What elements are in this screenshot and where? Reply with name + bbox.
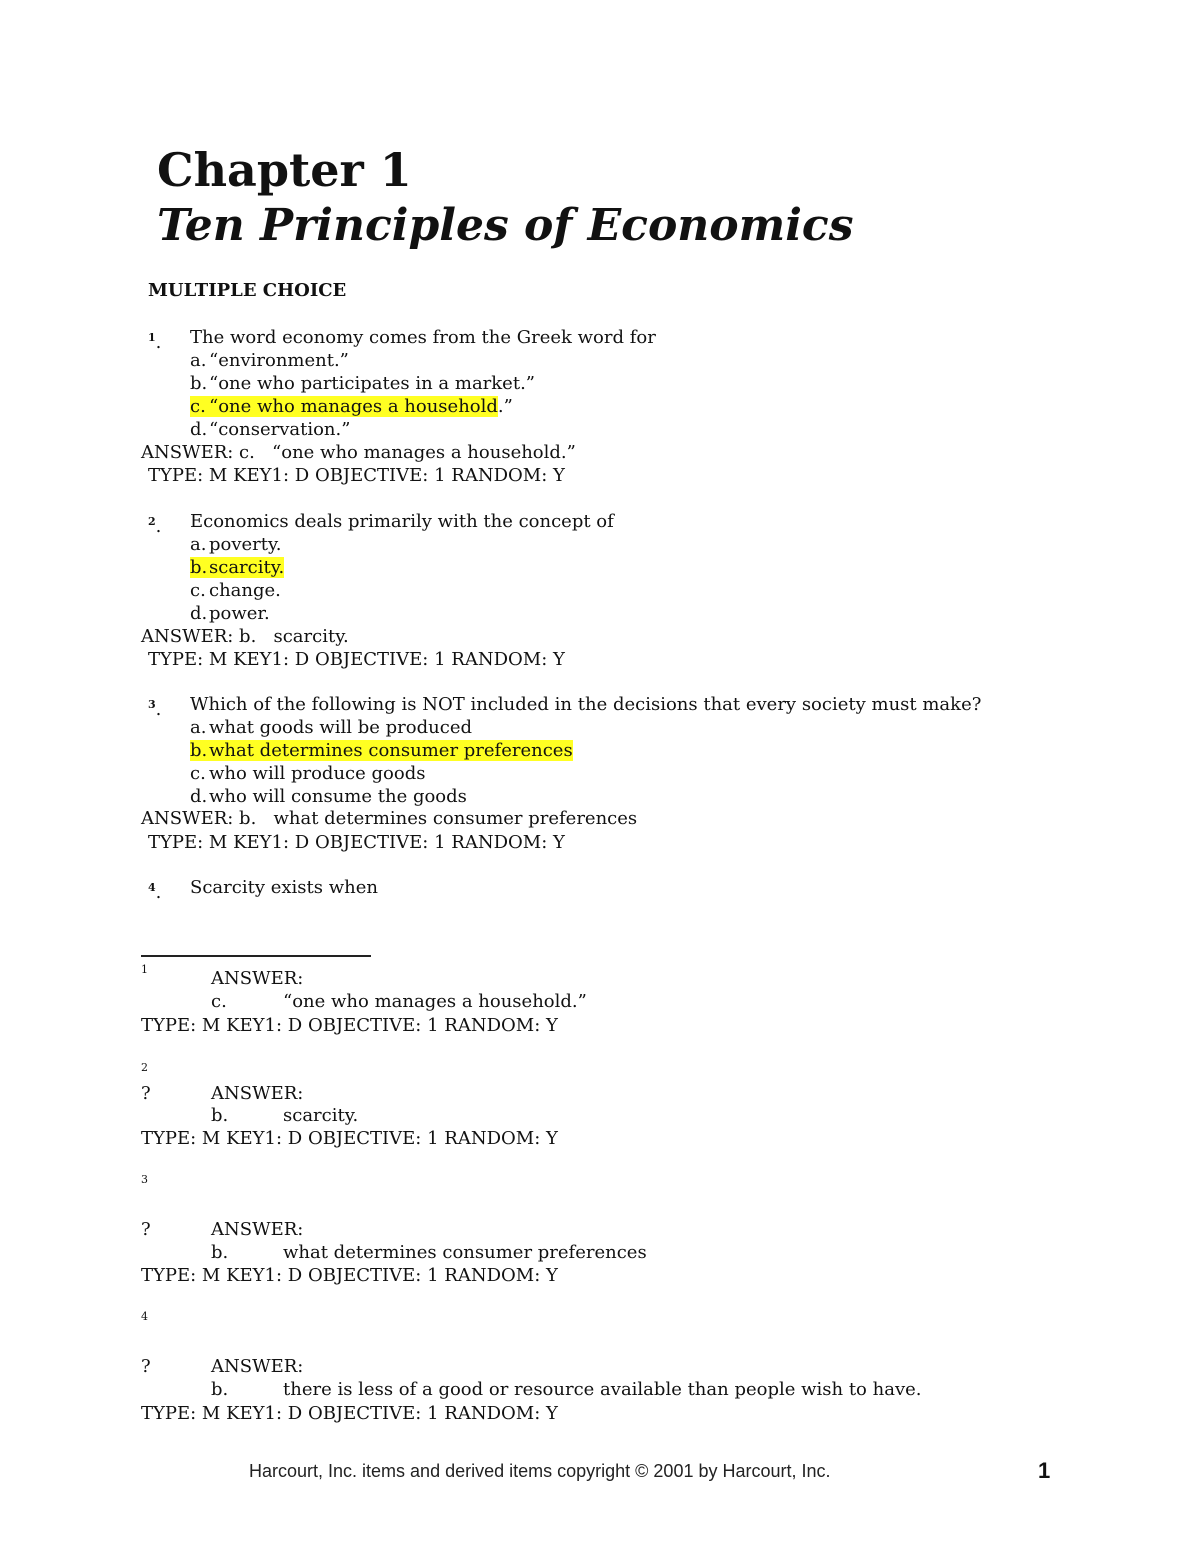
question-dot: . bbox=[155, 516, 162, 537]
answer-line: ANSWER: c. “one who manages a household.” bbox=[141, 442, 576, 463]
type-line: TYPE: M KEY1: D OBJECTIVE: 1 RANDOM: Y bbox=[148, 465, 565, 486]
footnote-type-line: TYPE: M KEY1: D OBJECTIVE: 1 RANDOM: Y bbox=[141, 1403, 558, 1424]
question-number bbox=[148, 510, 161, 538]
answer-line: ANSWER: b. what determines consumer preferences bbox=[141, 808, 638, 829]
option-a bbox=[190, 533, 282, 556]
chapter-title: Chapter 1 bbox=[157, 143, 412, 197]
footnote-choice-text: “one who manages a household.” bbox=[283, 991, 587, 1012]
option-a bbox=[190, 716, 472, 739]
question-number bbox=[148, 876, 161, 904]
footnote-number: 2 bbox=[141, 1061, 148, 1074]
footnote-answer-label: ANSWER: bbox=[211, 1083, 304, 1104]
type-line: TYPE: M KEY1: D OBJECTIVE: 1 RANDOM: Y bbox=[148, 832, 565, 853]
answer-line: ANSWER: b. scarcity. bbox=[141, 626, 349, 647]
question-stem: Which of the following is NOT included in the decisions that every society must make? bbox=[190, 694, 982, 715]
question-dot: . bbox=[155, 882, 162, 903]
option-label: b. bbox=[190, 740, 208, 761]
option-text: “one who participates in a market.” bbox=[209, 373, 535, 394]
footnote-number: 3 bbox=[141, 1173, 148, 1186]
option-b-correct bbox=[190, 556, 284, 579]
option-d bbox=[190, 785, 467, 808]
option-text: “conservation.” bbox=[209, 419, 351, 440]
option-c bbox=[190, 762, 425, 785]
option-b bbox=[190, 372, 535, 395]
question-stem: The word economy comes from the Greek word for bbox=[190, 327, 656, 348]
question-dot: . bbox=[155, 699, 162, 720]
footnote-answer-label: ANSWER: bbox=[211, 968, 304, 989]
option-text: power. bbox=[209, 603, 270, 624]
footnote-answer-label: ANSWER: bbox=[211, 1356, 304, 1377]
option-label: a. bbox=[190, 534, 207, 555]
footnote-question-mark: ? bbox=[141, 1219, 151, 1240]
footer-copyright: Harcourt, Inc. items and derived items copyright © 2001 by Harcourt, Inc. bbox=[249, 1461, 831, 1481]
option-label: d. bbox=[190, 603, 208, 624]
footnote-choice-text: what determines consumer preferences bbox=[283, 1242, 647, 1263]
option-text: what goods will be produced bbox=[209, 717, 472, 738]
footnote-choice: b. bbox=[211, 1379, 229, 1400]
footnote-type-line: TYPE: M KEY1: D OBJECTIVE: 1 RANDOM: Y bbox=[141, 1265, 558, 1286]
option-c bbox=[190, 579, 281, 602]
option-text: poverty. bbox=[209, 534, 282, 555]
option-label: d. bbox=[190, 786, 208, 807]
option-label: a. bbox=[190, 717, 207, 738]
option-a bbox=[190, 349, 349, 372]
question-stem: Economics deals primarily with the concept of bbox=[190, 511, 614, 532]
option-d bbox=[190, 418, 350, 441]
footnote-question-mark: ? bbox=[141, 1083, 151, 1104]
option-b-correct bbox=[190, 739, 573, 762]
option-label: b. bbox=[190, 557, 208, 578]
option-label: b. bbox=[190, 373, 208, 394]
question-number bbox=[148, 693, 161, 721]
option-text: who will produce goods bbox=[209, 763, 426, 784]
footnote-separator bbox=[141, 955, 371, 957]
option-label: a. bbox=[190, 350, 207, 371]
question-stem: Scarcity exists when bbox=[190, 877, 378, 898]
footnote-answer-label: ANSWER: bbox=[211, 1219, 304, 1240]
footnote-choice-text: scarcity. bbox=[283, 1105, 359, 1126]
option-c-correct bbox=[190, 395, 513, 418]
option-text: who will consume the goods bbox=[209, 786, 467, 807]
footnote-marker[interactable]: 2 bbox=[148, 515, 156, 528]
question-number bbox=[148, 326, 161, 354]
chapter-subtitle: Ten Principles of Economics bbox=[157, 200, 854, 251]
type-line: TYPE: M KEY1: D OBJECTIVE: 1 RANDOM: Y bbox=[148, 649, 565, 670]
footnote-marker[interactable]: 1 bbox=[148, 331, 156, 344]
option-label: c. bbox=[190, 763, 206, 784]
footnote-marker[interactable]: 3 bbox=[148, 698, 156, 711]
question-dot: . bbox=[155, 332, 162, 353]
footnote-choice: b. bbox=[211, 1242, 229, 1263]
option-label: c. bbox=[190, 396, 206, 417]
footnote-choice: c. bbox=[211, 991, 227, 1012]
footnote-marker[interactable]: 4 bbox=[148, 881, 156, 894]
option-text: scarcity. bbox=[209, 557, 285, 578]
option-d bbox=[190, 602, 270, 625]
footnote-choice: b. bbox=[211, 1105, 229, 1126]
footnote-type-line: TYPE: M KEY1: D OBJECTIVE: 1 RANDOM: Y bbox=[141, 1128, 558, 1149]
option-text-tail: .” bbox=[497, 396, 513, 417]
footnote-type-line: TYPE: M KEY1: D OBJECTIVE: 1 RANDOM: Y bbox=[141, 1015, 558, 1036]
option-text: “one who manages a household bbox=[209, 396, 498, 417]
page-number: 1 bbox=[1038, 1458, 1051, 1483]
option-label: c. bbox=[190, 580, 206, 601]
footnote-question-mark: ? bbox=[141, 1356, 151, 1377]
footnote-number: 1 bbox=[141, 963, 148, 976]
option-label: d. bbox=[190, 419, 208, 440]
footnote-number: 4 bbox=[141, 1310, 148, 1323]
option-text: change. bbox=[209, 580, 281, 601]
footnote-choice-text: there is less of a good or resource available than people wish to have. bbox=[283, 1379, 922, 1400]
option-text: “environment.” bbox=[209, 350, 349, 371]
option-text: what determines consumer preferences bbox=[209, 740, 573, 761]
section-heading: MULTIPLE CHOICE bbox=[148, 280, 347, 301]
